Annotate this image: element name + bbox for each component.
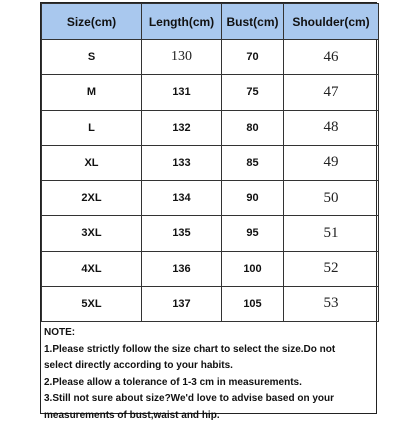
table-row bbox=[42, 145, 379, 180]
bust-cell: 70 bbox=[222, 40, 284, 75]
header-length: Length(cm) bbox=[142, 4, 222, 40]
size-cell: XL bbox=[42, 145, 142, 180]
size-cell: 2XL bbox=[42, 181, 142, 216]
shoulder-cell: 49 bbox=[284, 145, 379, 180]
size-cell: S bbox=[42, 40, 142, 75]
length-cell: 132 bbox=[142, 110, 222, 145]
size-cell: 5XL bbox=[42, 286, 142, 321]
bust-cell: 95 bbox=[222, 216, 284, 251]
size-cell: 3XL bbox=[42, 216, 142, 251]
size-cell: L bbox=[42, 110, 142, 145]
header-shoulder: Shoulder(cm) bbox=[284, 4, 379, 40]
table-row bbox=[42, 75, 379, 110]
length-cell: 130 bbox=[142, 40, 222, 75]
table-row bbox=[42, 216, 379, 251]
note-line: 2.Please allow a tolerance of 1-3 cm in measurements. bbox=[44, 375, 373, 392]
size-chart bbox=[40, 2, 377, 414]
shoulder-cell: 48 bbox=[284, 110, 379, 145]
bust-cell: 85 bbox=[222, 145, 284, 180]
table-row bbox=[42, 251, 379, 286]
bust-cell: 80 bbox=[222, 110, 284, 145]
length-cell: 133 bbox=[142, 145, 222, 180]
bust-cell: 105 bbox=[222, 286, 284, 321]
shoulder-cell: 51 bbox=[284, 216, 379, 251]
note-line: measurements of bust,waist and hip. bbox=[44, 408, 373, 424]
bust-cell: 75 bbox=[222, 75, 284, 110]
length-cell: 137 bbox=[142, 286, 222, 321]
size-cell: M bbox=[42, 75, 142, 110]
note-line: 1.Please strictly follow the size chart to select the size.Do not bbox=[44, 342, 373, 359]
shoulder-cell: 52 bbox=[284, 251, 379, 286]
shoulder-cell: 50 bbox=[284, 181, 379, 216]
shoulder-cell: 47 bbox=[284, 75, 379, 110]
table-row bbox=[42, 181, 379, 216]
length-cell: 131 bbox=[142, 75, 222, 110]
length-cell: 135 bbox=[142, 216, 222, 251]
bust-cell: 100 bbox=[222, 251, 284, 286]
header-size: Size(cm) bbox=[42, 4, 142, 40]
length-cell: 136 bbox=[142, 251, 222, 286]
table-row bbox=[42, 286, 379, 321]
size-cell: 4XL bbox=[42, 251, 142, 286]
shoulder-cell: 53 bbox=[284, 286, 379, 321]
bust-cell: 90 bbox=[222, 181, 284, 216]
note-line: 3.Still not sure about size?We'd love to advise based on your bbox=[44, 391, 373, 408]
length-cell: 134 bbox=[142, 181, 222, 216]
size-table bbox=[41, 3, 379, 322]
table-row bbox=[42, 110, 379, 145]
header-bust: Bust(cm) bbox=[222, 4, 284, 40]
note-line: select directly according to your habits. bbox=[44, 358, 373, 375]
table-row bbox=[42, 40, 379, 75]
notes-section bbox=[41, 322, 376, 424]
notes-title: NOTE: bbox=[44, 325, 373, 342]
table-header-row bbox=[42, 4, 379, 40]
shoulder-cell: 46 bbox=[284, 40, 379, 75]
